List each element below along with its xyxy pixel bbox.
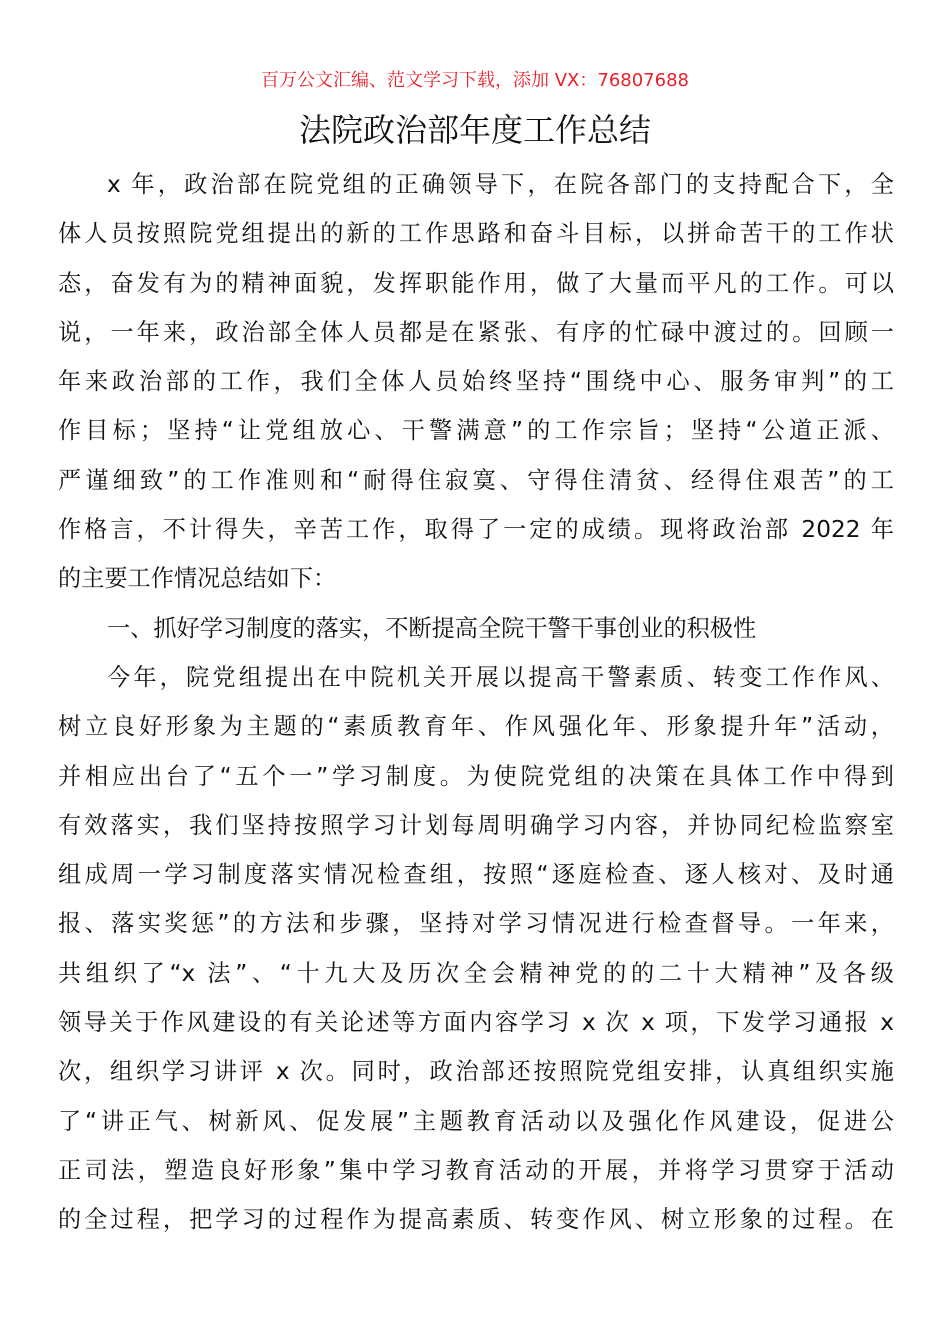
- watermark-banner: 百万公文汇编、范文学习下载，添加 VX：76807688: [261, 70, 689, 91]
- body-line: 并相应出台了“五个一”学习制度。为使院党组的决策在具体工作中得到: [58, 762, 894, 790]
- body-line: 共组织了“x 法”、“十九大及历次全会精神党的的二十大精神”及各级: [58, 959, 894, 987]
- section-heading: 一、抓好学习制度的落实，不断提高全院干警干事创业的积极性: [107, 614, 757, 642]
- body-line: 次，组织学习讲评 x 次。同时，政治部还按照院党组安排，认真组织实施: [58, 1058, 894, 1086]
- body-line: 态，奋发有为的精神面貌，发挥职能作用，做了大量而平凡的工作。可以: [58, 269, 894, 297]
- body-line: 严谨细致”的工作准则和“耐得住寂寞、守得住清贫、经得住艰苦”的工: [58, 466, 894, 494]
- body-line: 说，一年来，政治部全体人员都是在紧张、有序的忙碌中渡过的。回顾一: [58, 318, 894, 346]
- document-body: [58, 160, 894, 1245]
- body-line: 的主要工作情况总结如下：: [58, 565, 337, 593]
- body-line: x 年，政治部在院党组的正确领导下，在院各部门的支持配合下，全: [107, 171, 894, 198]
- body-line: 作目标；坚持“让党组放心、干警满意”的工作宗旨；坚持“公道正派、: [58, 417, 894, 445]
- body-line: 的全过程，把学习的过程作为提高素质、转变作风、树立形象的过程。在: [58, 1206, 894, 1234]
- body-line: 今年，院党组提出在中院机关开展以提高干警素质、转变工作作风、: [107, 663, 894, 691]
- body-line: 有效落实，我们坚持按照学习计划每周明确学习内容，并协同纪检监察室: [58, 811, 894, 839]
- body-line: 报、落实奖惩”的方法和步骤，坚持对学习情况进行检查督导。一年来，: [58, 910, 894, 938]
- body-line: 组成周一学习制度落实情况检查组，按照“逐庭检查、逐人核对、及时通: [58, 861, 894, 889]
- body-line: 体人员按照院党组提出的新的工作思路和奋斗目标，以拼命苦干的工作状: [58, 220, 894, 248]
- body-line: 了“讲正气、树新风、促发展”主题教育活动以及强化作风建设，促进公: [58, 1107, 894, 1135]
- body-line: 年来政治部的工作，我们全体人员始终坚持“围绕中心、服务审判”的工: [58, 368, 894, 396]
- document-title: 法院政治部年度工作总结: [298, 111, 651, 149]
- body-line: 树立良好形象为主题的“素质教育年、作风强化年、形象提升年”活动，: [58, 713, 894, 741]
- body-line: 领导关于作风建设的有关论述等方面内容学习 x 次 x 项，下发学习通报 x: [58, 1009, 894, 1037]
- body-line: 正司法，塑造良好形象”集中学习教育活动的开展，并将学习贯穿于活动: [58, 1156, 894, 1184]
- body-line: 作格言，不计得失，辛苦工作，取得了一定的成绩。现将政治部 2022 年: [58, 516, 894, 544]
